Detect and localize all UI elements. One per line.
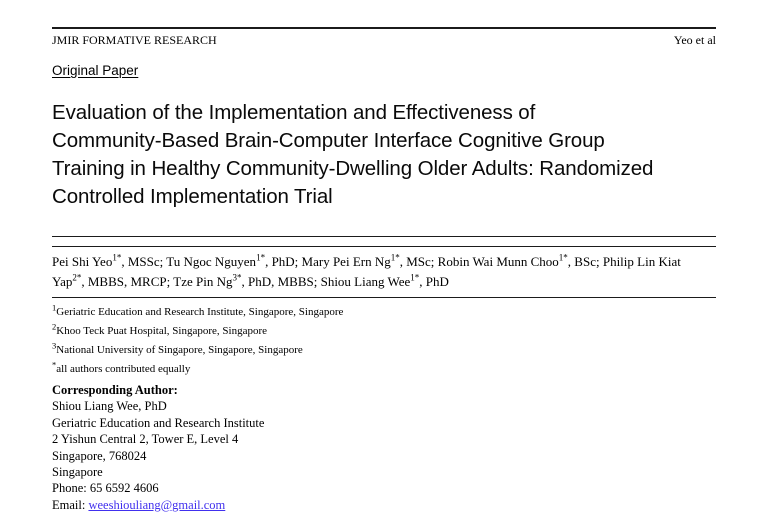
title-line: Training in Healthy Community-Dwelling Older Adults: Randomized [52,157,654,180]
author-affiliation-marker: 1* [256,252,266,263]
affiliation-marker: * [52,359,57,370]
author-name: Mary Pei Ern Ng [301,254,391,269]
page-header [52,33,716,48]
author-credentials: , MBBS, MRCP; [81,273,174,289]
author-affiliation-marker: 1* [390,252,400,263]
affiliation-marker: 1 [52,302,57,313]
affiliation-list [52,303,716,379]
affiliation-item [52,322,716,341]
author-credentials: , MSc; [399,254,438,269]
affiliation-marker: 2 [52,321,57,332]
email-link[interactable]: weeshiouliang@gmail.com [88,497,226,512]
running-head: Yeo et al [673,33,716,47]
affiliation-text: all authors contributed equally [56,363,191,375]
author-affiliation-marker: 1* [410,272,420,283]
author-section-rule-bottom [52,246,716,247]
affiliation-item [52,303,716,322]
affiliation-rule [52,297,716,298]
author-affiliation-marker: 1* [112,252,122,263]
author-list [52,252,716,291]
author-name: Pei Shi Yeo [52,254,113,269]
affiliation-text: National University of Singapore, Singapore, Singapore [56,344,303,356]
author-credentials: , PhD; [265,254,302,269]
corresponding-author-line: Singapore [52,465,103,480]
corresponding-author-block [52,382,716,513]
author-credentials: , BSc; [567,254,603,269]
section-label: Original Paper [52,63,139,78]
author-name: Philip Lin Kiat Yap [52,254,681,289]
corresponding-author-heading: Corresponding Author: [52,383,178,397]
author-section-rule-top [52,236,716,237]
author-credentials: , PhD, MBBS; [241,273,321,289]
corresponding-author-lines [52,398,716,496]
corresponding-author-line: Shiou Liang Wee, PhD [52,399,167,414]
corresponding-author-line: 2 Yishun Central 2, Tower E, Level 4 [52,432,239,447]
affiliation-text: Geriatric Education and Research Institute, Singapore, Singapore [56,306,344,318]
corresponding-author-line: Geriatric Education and Research Institute [52,415,265,430]
email-label: Email: [52,497,89,512]
author-credentials: , PhD [419,273,449,289]
header-top-rule [52,27,716,29]
author-affiliation-marker: 2* [72,272,82,283]
author-credentials: , MSSc; [121,254,167,269]
author-name: Shiou Liang Wee [320,273,411,289]
email-line [52,497,716,513]
title-line: Controlled Implementation Trial [52,185,333,208]
affiliation-text: Khoo Teck Puat Hospital, Singapore, Singapore [56,325,267,337]
author-name: Robin Wai Munn Choo [437,254,559,269]
corresponding-author-line: Phone: 65 6592 4606 [52,481,159,496]
article-title [52,99,716,211]
author-name: Tze Pin Ng [173,273,233,289]
affiliation-item [52,360,716,379]
title-line: Community-Based Brain-Computer Interface Cognitive Group [52,129,605,152]
title-line: Evaluation of the Implementation and Effectiveness of [52,101,536,124]
author-name: Tu Ngoc Nguyen [166,254,257,269]
journal-name: JMIR FORMATIVE RESEARCH [52,33,217,47]
corresponding-author-line: Singapore, 768024 [52,448,147,463]
author-affiliation-marker: 1* [558,252,568,263]
affiliation-marker: 3 [52,340,57,351]
affiliation-item [52,341,716,360]
author-affiliation-marker: 3* [232,272,242,283]
